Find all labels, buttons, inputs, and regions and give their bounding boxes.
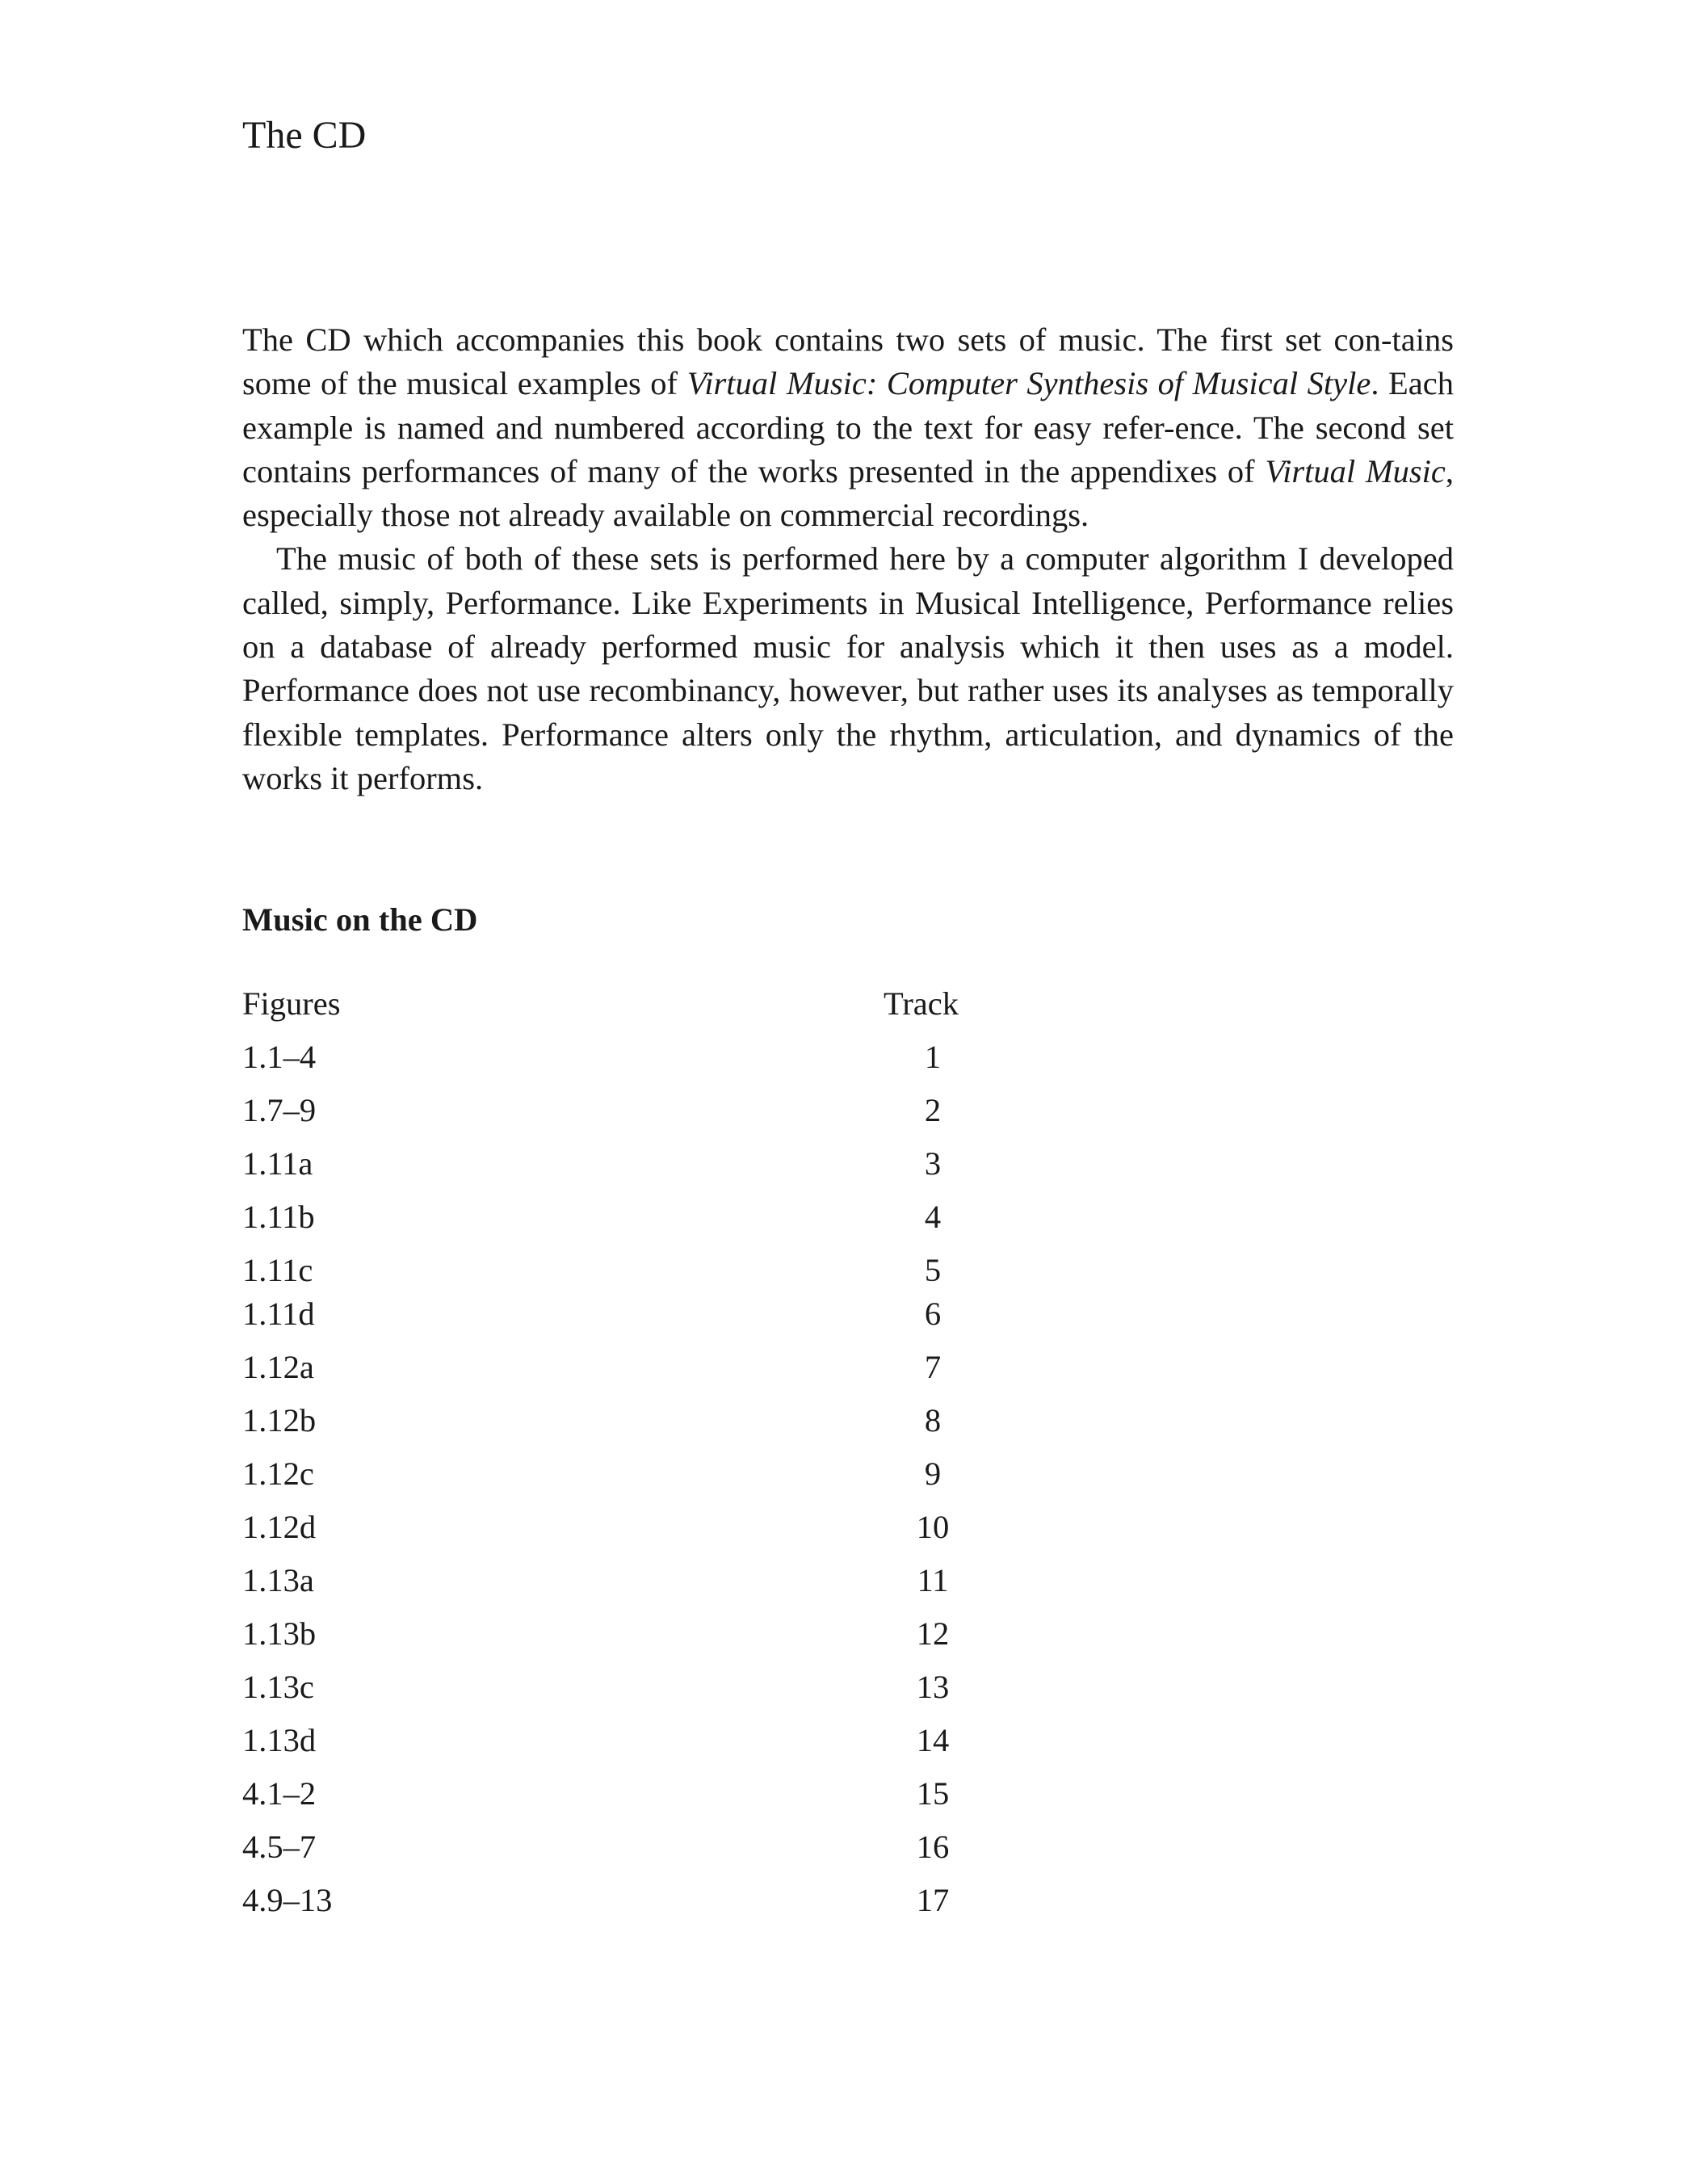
figure-cell: 1.11a (242, 1145, 313, 1182)
table-row (242, 1346, 969, 1389)
paragraph-text: The music of both of these sets is performed here by a computer algorithm I developed called, simply, Performance. Like Experiments in Musical Intelligence, Performance relies on a database of already performed music for analysis which it then uses as a model. Performance does not use recombinancy, however, but rather uses its analyses as temporally flexible templates. Performance alters only the rhythm, articulation, and dynamics of the works it performs. (242, 540, 1454, 796)
table-row (242, 1879, 969, 1922)
track-cell: 15 (916, 1775, 950, 1812)
figure-cell: 1.11d (242, 1296, 315, 1332)
table-row (242, 1089, 969, 1132)
section-heading: Music on the CD (242, 901, 478, 938)
track-cell: 3 (924, 1145, 942, 1182)
track-cell: 13 (916, 1669, 950, 1705)
track-cell: 9 (924, 1455, 942, 1492)
paragraph-text: , especially those not already available on commercial recordings. (242, 452, 1454, 534)
table-row (242, 1035, 969, 1079)
table-row (242, 1825, 969, 1869)
figure-cell: 4.5–7 (242, 1829, 317, 1865)
table-row (242, 1292, 969, 1336)
track-cell: 8 (924, 1402, 942, 1438)
body-text (242, 318, 1454, 800)
track-cell: 12 (916, 1615, 950, 1652)
track-cell: 6 (924, 1296, 942, 1332)
track-cell: 4 (924, 1199, 942, 1235)
track-cell: 2 (924, 1092, 942, 1128)
table-row (242, 1142, 969, 1186)
figure-cell: 1.12b (242, 1402, 317, 1438)
figure-cell: 1.7–9 (242, 1092, 317, 1128)
table-row (242, 1399, 969, 1443)
table-row (242, 1195, 969, 1239)
figure-cell: 4.9–13 (242, 1882, 333, 1918)
track-cell: 1 (924, 1039, 942, 1075)
figure-cell: 1.1–4 (242, 1039, 317, 1075)
figure-cell: 1.11b (242, 1199, 315, 1235)
figure-cell: 1.12d (242, 1509, 317, 1545)
track-cell: 5 (924, 1252, 942, 1288)
paragraph-2 (242, 537, 1454, 800)
table-row (242, 1719, 969, 1762)
table-row (242, 1772, 969, 1816)
track-cell: 10 (916, 1509, 950, 1545)
figures-column-header: Figures (242, 985, 341, 1022)
track-cell: 11 (917, 1562, 949, 1598)
track-cell: 7 (924, 1349, 942, 1385)
track-cell: 14 (916, 1722, 950, 1758)
figure-cell: 1.13b (242, 1615, 317, 1652)
table-row (242, 1559, 969, 1602)
figure-cell: 1.12a (242, 1349, 314, 1385)
book-title-italic: Virtual Music: Computer Synthesis of Musical Style (686, 365, 1371, 402)
figure-cell: 1.12c (242, 1455, 314, 1492)
figure-cell: 1.13a (242, 1562, 314, 1598)
paragraph-text: . Each example is named and numbered according to the text for easy refer-ence. The second set contains performances of many of the works presented in the appendixes of (242, 365, 1454, 489)
figure-cell: 4.1–2 (242, 1775, 317, 1812)
figure-cell: 1.11c (242, 1252, 313, 1288)
book-title-italic: Virtual Music (1265, 452, 1446, 489)
table-row (242, 1612, 969, 1656)
paragraph-text: The CD which accompanies this book contains two sets of music. The first set con-tains some of the musical examples of (242, 321, 1454, 402)
figure-cell: 1.13d (242, 1722, 317, 1758)
track-cell: 16 (916, 1829, 950, 1865)
table-row (242, 1665, 969, 1709)
table-header (242, 982, 969, 1026)
table-row (242, 1249, 969, 1292)
table-row (242, 1506, 969, 1549)
track-column-header: Track (884, 985, 959, 1022)
paragraph-1 (242, 318, 1454, 537)
figure-cell: 1.13c (242, 1669, 314, 1705)
chapter-title: The CD (242, 114, 367, 157)
table-row (242, 1452, 969, 1496)
track-cell: 17 (916, 1882, 950, 1918)
